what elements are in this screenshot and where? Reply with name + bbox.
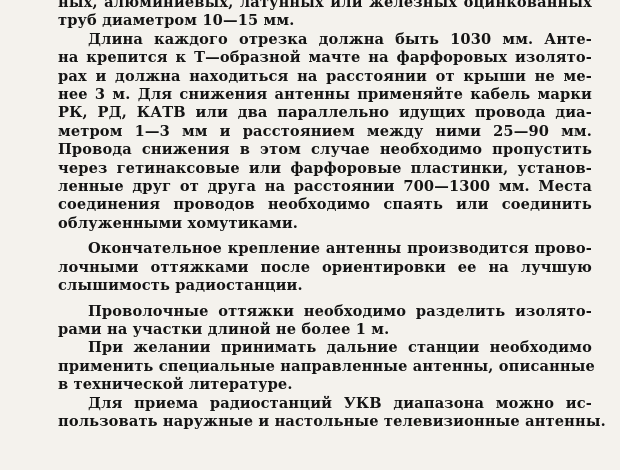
text-line: рами на участки длиной не более 1 м.	[58, 320, 390, 338]
text-line: применить специальные направленные антенны, описанные	[58, 357, 595, 375]
text-line: слышимость радиостанции.	[58, 277, 303, 295]
text-line: Для приема радиостанций УКВ диапазона можно ис-	[88, 394, 592, 412]
text-line: нее 3 м. Для снижения антенны применяйте кабель марки	[58, 86, 592, 104]
text-line: соединения проводов необходимо спаять или соединить	[58, 196, 592, 214]
text-line: РК, РД, КАТВ или два параллельно идущих провода диа-	[58, 104, 592, 122]
paragraph-antenna-mounting	[58, 31, 592, 233]
text-line: через гетинаксовые или фарфоровые пластинки, установ-	[58, 159, 592, 177]
text-line: труб диаметром 10—15 мм.	[58, 12, 295, 30]
paragraph-final-fastening	[58, 240, 592, 295]
text-line: лочными оттяжками после ориентировки ее на лучшую	[58, 258, 592, 276]
text-line: Окончательное крепление антенны производится прово-	[88, 240, 592, 258]
text-line: ных, алюминиевых, латунных или железных оцинкованных	[58, 0, 592, 11]
text-line: Длина каждого отрезка должна быть 1030 мм. Анте-	[88, 30, 592, 48]
text-line: метром 1—3 мм и расстоянием между ними 25—90 мм.	[58, 122, 592, 140]
text-line: облуженными хомутиками.	[58, 214, 299, 232]
text-line: на крепится к Т—образной мачте на фарфоровых изолято-	[58, 49, 592, 67]
paragraph-directional-antennas	[58, 339, 595, 394]
paragraph-vhf-reception	[58, 394, 606, 432]
text-line: ленные друг от друга на расстоянии 700—1300 мм. Места	[58, 178, 592, 196]
text-line: При желании принимать дальние станции необходимо	[88, 339, 592, 357]
document-text	[58, 0, 606, 431]
text-line: рах и должна находиться на расстоянии от крыши не ме-	[58, 67, 592, 85]
text-line: Провода снижения в этом случае необходимо пропустить	[58, 141, 592, 159]
paragraph-guy-wires	[58, 303, 592, 340]
text-line: Проволочные оттяжки необходимо разделить изолято-	[88, 302, 592, 320]
text-line: в технической литературе.	[58, 376, 293, 394]
text-line: пользовать наружные и настольные телевизионные антенны.	[58, 412, 606, 430]
paragraph-pipe-diameter	[58, 0, 592, 31]
